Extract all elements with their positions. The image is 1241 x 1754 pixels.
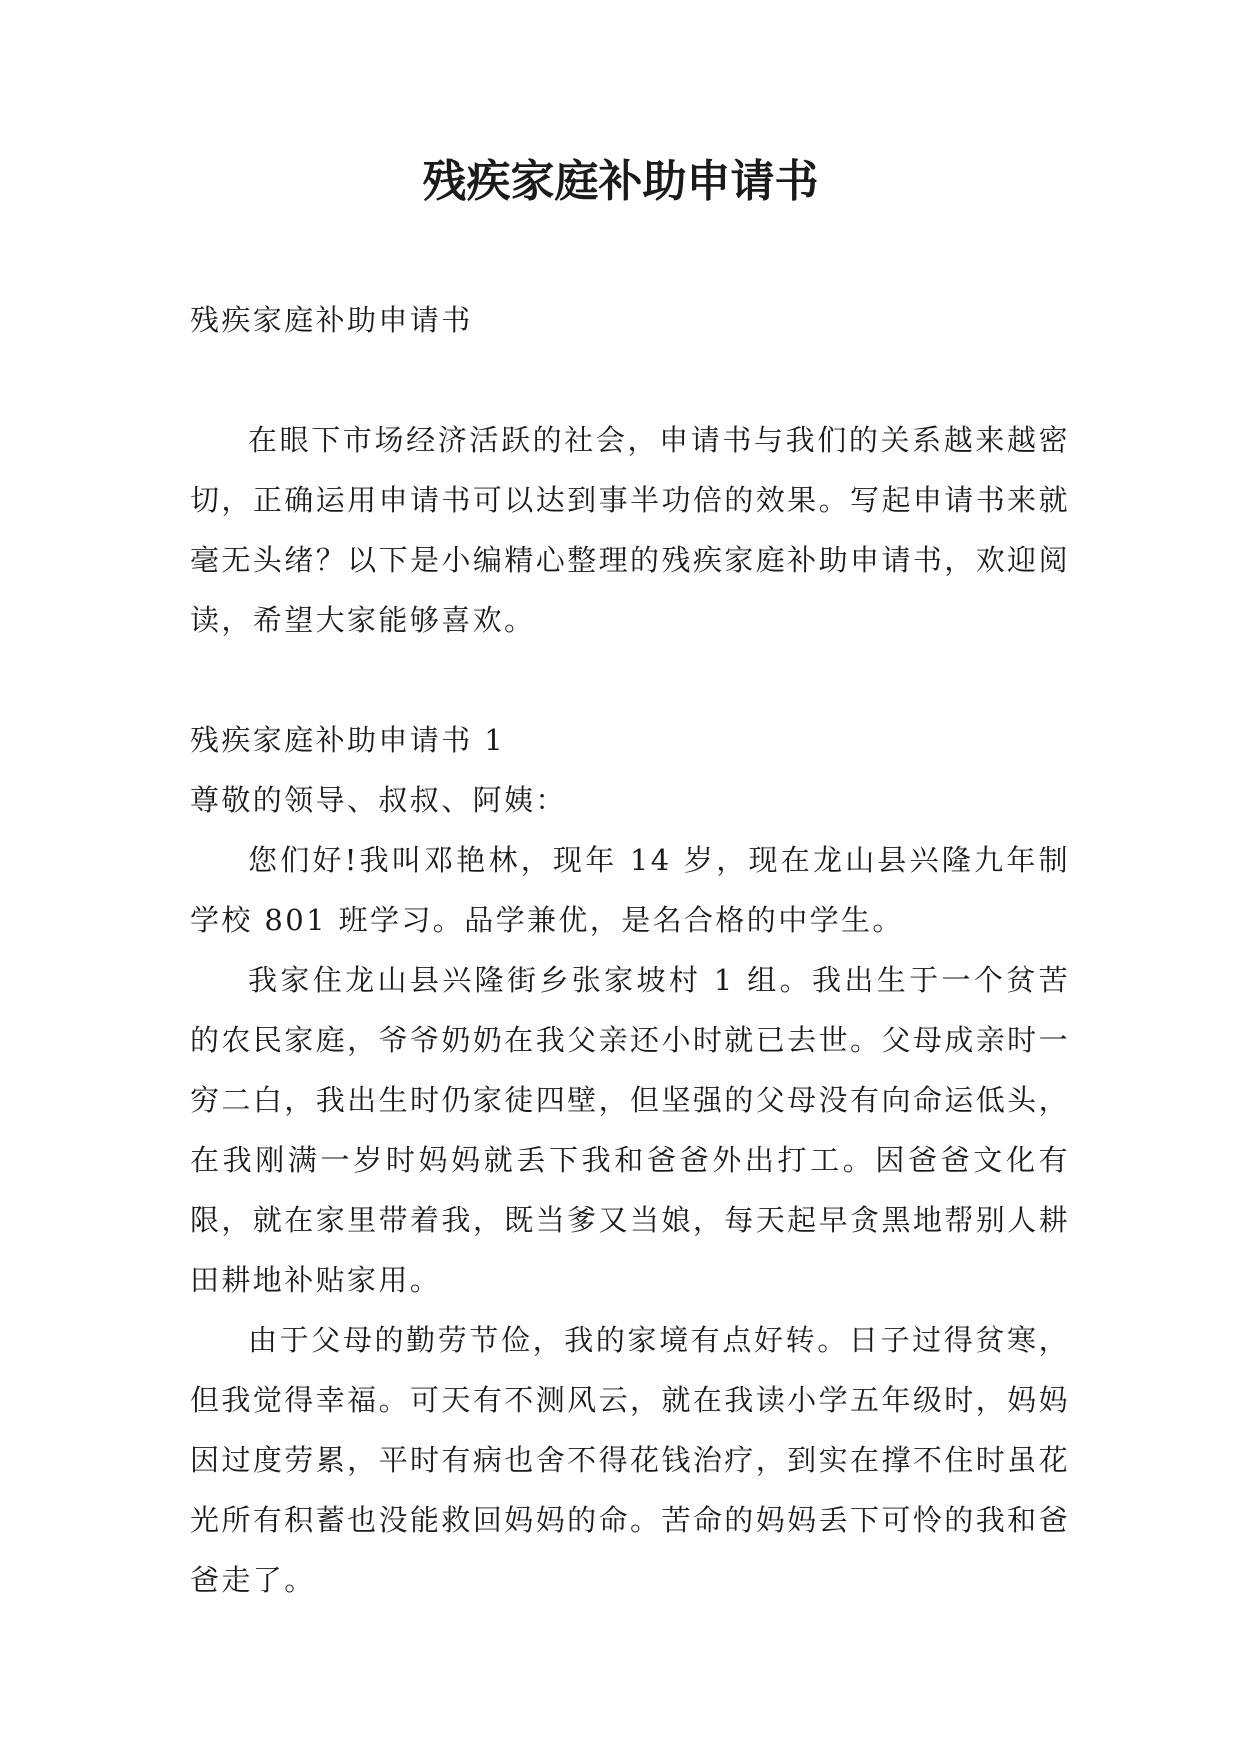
intro-paragraph: 在眼下市场经济活跃的社会，申请书与我们的关系越来越密切，正确运用申请书可以达到事半功倍的效果。写起申请书来就毫无头绪？以下是小编精心整理的残疾家庭补助申请书，欢迎阅读，希望大家能够喜欢。 — [190, 423, 1070, 637]
body-paragraph-1: 您们好!我叫邓艳林，现年 14 岁，现在龙山县兴隆九年制学校 801 班学习。品学兼优，是名合格的中学生。 — [190, 843, 1070, 937]
salutation: 尊敬的领导、叔叔、阿姨： — [190, 783, 567, 817]
body-paragraph-3: 由于父母的勤劳节俭，我的家境有点好转。日子过得贫寒，但我觉得幸福。可天有不测风云，就在我读小学五年级时，妈妈因过度劳累，平时有病也舍不得花钱治疗，到实在撑不住时虽花光所有积蓄也没能救回妈妈的命。苦命的妈妈丢下可怜的我和爸爸走了。 — [190, 1323, 1070, 1597]
document-body — [190, 290, 1070, 1610]
body-paragraph-2: 我家住龙山县兴隆街乡张家坡村 1 组。我出生于一个贫苦的农民家庭，爷爷奶奶在我父亲还小时就已去世。父母成亲时一穷二白，我出生时仍家徒四壁，但坚强的父母没有向命运低头，在我刚满一岁时妈妈就丢下我和爸爸外出打工。因爸爸文化有限，就在家里带着我，既当爹又当娘，每天起早贪黑地帮别人耕田耕地补贴家用。 — [190, 963, 1070, 1297]
section-heading: 残疾家庭补助申请书 1 — [190, 723, 506, 757]
document-subtitle: 残疾家庭补助申请书 — [190, 303, 473, 337]
document-title: 残疾家庭补助申请书 — [422, 156, 819, 207]
